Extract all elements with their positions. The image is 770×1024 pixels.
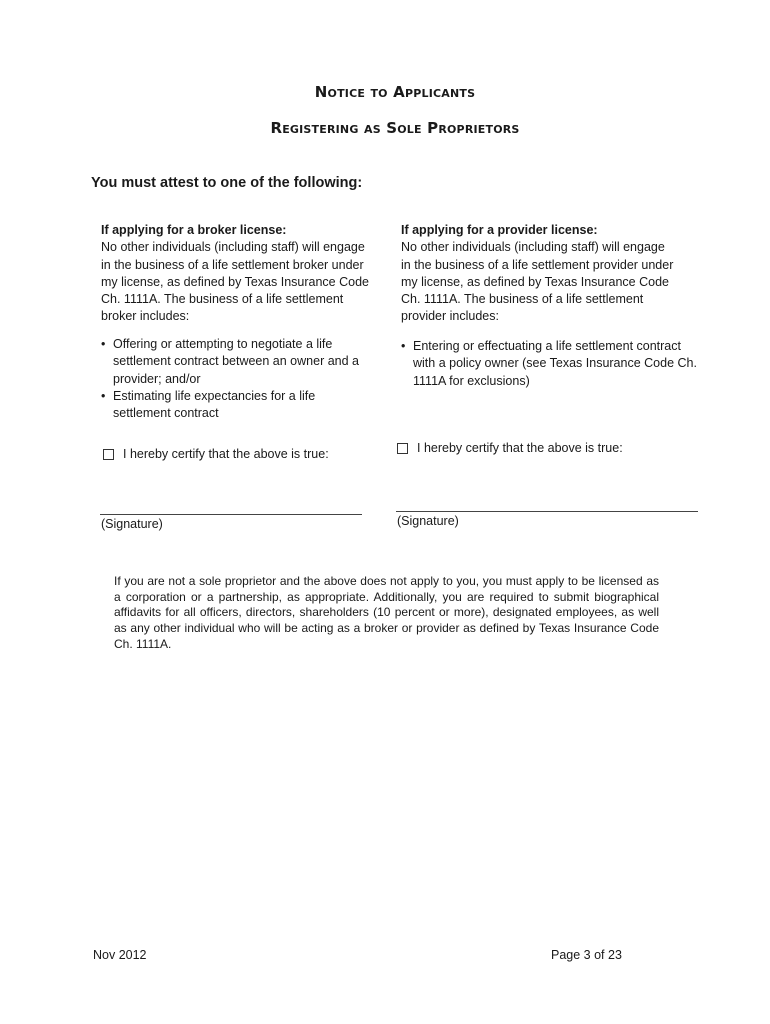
closing-paragraph: If you are not a sole proprietor and the above does not apply to you, you must apply to be licensed as a corporation or a partnership, as appropriate. Additionally, you are required to submit biographical affidavits for all officers, directors, shareholders (10 percent or more), designated employees, as well as any other individual who will be acting as a broker or provider as defined by Texas Insurance Code Ch. 1111A. (114, 574, 659, 651)
bullet-icon: • (101, 337, 106, 351)
provider-heading: If applying for a provider license: (401, 223, 598, 237)
provider-certify[interactable] (397, 441, 623, 455)
broker-signature-label: (Signature) (101, 517, 163, 531)
provider-body-line: in the business of a life settlement provider under (401, 257, 674, 272)
broker-body-line: broker includes: (101, 309, 190, 324)
provider-body (401, 239, 681, 325)
broker-body (101, 239, 381, 325)
list-item (101, 388, 371, 423)
bullet-line: Estimating life expectancies for a life (113, 388, 316, 403)
bullet-icon: • (401, 339, 406, 353)
broker-bullet-list (101, 336, 371, 422)
bullet-line: Offering or attempting to negotiate a life (113, 337, 333, 351)
bullet-line: Entering or effectuating a life settlement contract (413, 339, 681, 353)
provider-bullet-list (401, 338, 707, 390)
bullet-line: settlement contract between an owner and a (113, 354, 359, 369)
provider-signature-label: (Signature) (397, 514, 459, 528)
provider-signature-line[interactable] (396, 511, 698, 512)
broker-section (101, 222, 381, 326)
provider-certify-checkbox[interactable] (397, 443, 408, 454)
broker-signature-line[interactable] (100, 514, 362, 515)
broker-certify-label: I hereby certify that the above is true: (123, 447, 329, 461)
broker-body-line: my license, as defined by Texas Insurance Code (101, 274, 369, 289)
list-item (401, 338, 707, 390)
provider-section (401, 222, 681, 326)
footer-date: Nov 2012 (93, 948, 147, 962)
attest-heading: You must attest to one of the following: (91, 175, 363, 191)
bullet-line: provider; and/or (113, 371, 201, 386)
broker-body-line: in the business of a life settlement broker under (101, 257, 364, 272)
provider-body-line: Ch. 1111A. The business of a life settlement (401, 292, 644, 307)
bullet-icon: • (101, 388, 106, 403)
broker-body-line: Ch. 1111A. The business of a life settlement (101, 292, 344, 307)
bullet-line: with a policy owner (see Texas Insurance Code Ch. (413, 356, 697, 371)
page-subtitle: Registering as Sole Proprietors (270, 119, 520, 137)
footer-page-number: Page 3 of 23 (551, 948, 622, 962)
provider-certify-label: I hereby certify that the above is true: (417, 441, 623, 455)
broker-body-line: No other individuals (including staff) will engage (101, 240, 365, 255)
provider-body-line: my license, as defined by Texas Insurance Code (401, 274, 669, 289)
broker-certify-checkbox[interactable] (103, 449, 114, 460)
bullet-line: 1111A for exclusions) (413, 373, 530, 388)
provider-body-line: provider includes: (401, 309, 499, 324)
page-title: Notice to Applicants (314, 83, 476, 101)
bullet-line: settlement contract (113, 406, 219, 421)
broker-certify[interactable] (103, 447, 329, 461)
list-item (101, 336, 371, 388)
provider-body-line: No other individuals (including staff) will engage (401, 240, 665, 255)
broker-heading: If applying for a broker license: (101, 223, 287, 237)
